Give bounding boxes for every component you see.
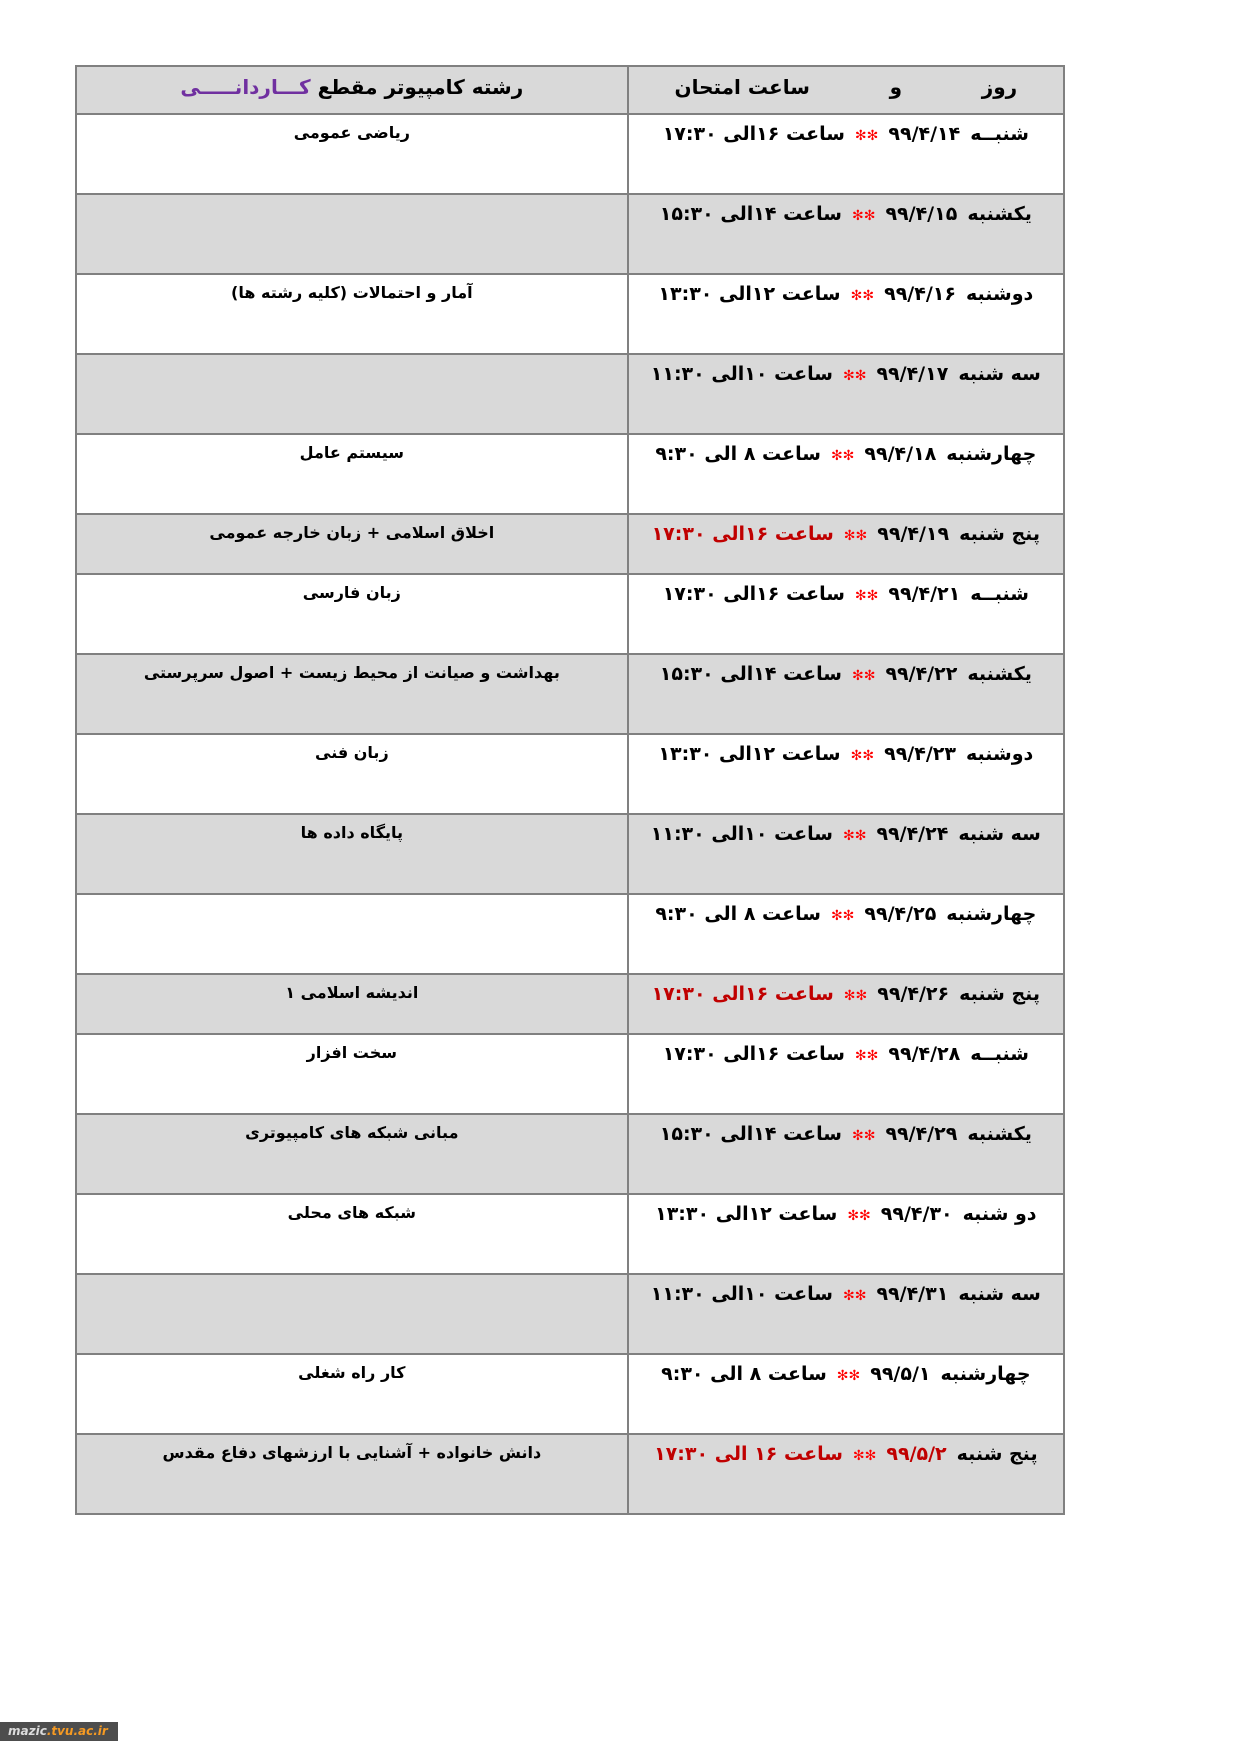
exam-time: ساعت ۱۰الی ۱۱:۳۰ bbox=[650, 1283, 833, 1305]
course-cell bbox=[76, 1434, 628, 1514]
course-cell bbox=[76, 1114, 628, 1194]
day-time-cell bbox=[628, 114, 1064, 194]
double-asterisk-icon: ✻✻ bbox=[842, 828, 867, 844]
exam-date: ۹۹/۴/۲۹ bbox=[885, 1123, 958, 1145]
schedule-row bbox=[76, 514, 1064, 574]
exam-day-name: چهارشنبه bbox=[946, 443, 1037, 465]
course-name: زبان فنی bbox=[315, 743, 389, 762]
exam-day-name: پنج شنبه bbox=[956, 1443, 1038, 1465]
day-time-cell bbox=[628, 814, 1064, 894]
course-name: کار راه شغلی bbox=[298, 1363, 406, 1382]
exam-day-name: یکشنبه bbox=[967, 1123, 1032, 1145]
schedule-table-body bbox=[76, 114, 1064, 1514]
schedule-row bbox=[76, 1434, 1064, 1514]
table-header-row bbox=[76, 66, 1064, 114]
exam-date: ۹۹/۵/۲ bbox=[886, 1443, 947, 1465]
course-cell bbox=[76, 1274, 628, 1354]
header-degree-highlight: کـــاردانـــــی bbox=[180, 75, 311, 99]
day-time-cell bbox=[628, 1434, 1064, 1514]
header-exam-time-label: ساعت امتحان bbox=[674, 75, 810, 99]
header-day-label: روز bbox=[981, 75, 1018, 99]
exam-time: ساعت ۱۶الی ۱۷:۳۰ bbox=[662, 1043, 845, 1065]
exam-day-name: شنبــه bbox=[970, 1043, 1029, 1065]
exam-date: ۹۹/۴/۲۴ bbox=[876, 823, 949, 845]
exam-date: ۹۹/۴/۱۸ bbox=[864, 443, 937, 465]
exam-schedule-sheet bbox=[75, 65, 1065, 1515]
exam-date: ۹۹/۴/۳۱ bbox=[876, 1283, 949, 1305]
exam-time: ساعت ۱۲الی ۱۳:۳۰ bbox=[655, 1203, 838, 1225]
exam-date: ۹۹/۴/۱۹ bbox=[877, 523, 950, 545]
course-cell bbox=[76, 814, 628, 894]
exam-day-name: پنج شنبه bbox=[959, 983, 1041, 1005]
day-time-cell bbox=[628, 894, 1064, 974]
course-name: زبان فارسی bbox=[302, 583, 401, 602]
double-asterisk-icon: ✻✻ bbox=[836, 1368, 861, 1384]
day-time-cell bbox=[628, 1114, 1064, 1194]
exam-day-name: سه شنبه bbox=[958, 1283, 1041, 1305]
double-asterisk-icon: ✻✻ bbox=[843, 528, 868, 544]
course-cell bbox=[76, 654, 628, 734]
exam-day-name: سه شنبه bbox=[958, 823, 1041, 845]
day-time-cell bbox=[628, 274, 1064, 354]
day-time-cell bbox=[628, 974, 1064, 1034]
exam-day-name: یکشنبه bbox=[967, 663, 1032, 685]
double-asterisk-icon: ✻✻ bbox=[851, 208, 876, 224]
day-time-cell bbox=[628, 434, 1064, 514]
exam-time: ساعت ۸ الی ۹:۳۰ bbox=[655, 903, 821, 925]
course-name: پایگاه داده ها bbox=[300, 823, 404, 842]
day-time-cell bbox=[628, 1354, 1064, 1434]
day-time-cell bbox=[628, 514, 1064, 574]
day-time-cell bbox=[628, 1034, 1064, 1114]
course-cell bbox=[76, 1034, 628, 1114]
double-asterisk-icon: ✻✻ bbox=[830, 448, 855, 464]
course-name: ریاضی عمومی bbox=[293, 123, 410, 142]
day-time-cell bbox=[628, 1194, 1064, 1274]
exam-day-name: پنج شنبه bbox=[959, 523, 1041, 545]
schedule-row bbox=[76, 194, 1064, 274]
double-asterisk-icon: ✻✻ bbox=[843, 988, 868, 1004]
day-time-cell bbox=[628, 194, 1064, 274]
exam-day-name: چهارشنبه bbox=[946, 903, 1037, 925]
exam-date: ۹۹/۴/۱۵ bbox=[885, 203, 958, 225]
header-course-column bbox=[76, 66, 628, 114]
schedule-row bbox=[76, 974, 1064, 1034]
course-name: دانش خانواده + آشنایی با ارزشهای دفاع مقدس bbox=[162, 1443, 542, 1462]
exam-date: ۹۹/۴/۲۸ bbox=[888, 1043, 961, 1065]
course-cell bbox=[76, 114, 628, 194]
course-cell bbox=[76, 894, 628, 974]
exam-date: ۹۹/۴/۳۰ bbox=[880, 1203, 953, 1225]
exam-date: ۹۹/۵/۱ bbox=[870, 1363, 931, 1385]
day-time-cell bbox=[628, 1274, 1064, 1354]
course-cell bbox=[76, 514, 628, 574]
exam-date: ۹۹/۴/۲۳ bbox=[884, 743, 956, 765]
exam-schedule-table bbox=[75, 65, 1065, 1515]
schedule-row bbox=[76, 734, 1064, 814]
exam-time: ساعت ۱۶الی ۱۷:۳۰ bbox=[662, 123, 845, 145]
course-cell bbox=[76, 974, 628, 1034]
watermark-badge bbox=[0, 1722, 118, 1741]
double-asterisk-icon: ✻✻ bbox=[854, 128, 879, 144]
exam-date: ۹۹/۴/۲۶ bbox=[877, 983, 950, 1005]
schedule-row bbox=[76, 1194, 1064, 1274]
double-asterisk-icon: ✻✻ bbox=[854, 588, 879, 604]
day-time-cell bbox=[628, 734, 1064, 814]
exam-time: ساعت ۱۴الی ۱۵:۳۰ bbox=[659, 663, 842, 685]
course-name: اندیشه اسلامی ۱ bbox=[285, 983, 419, 1002]
schedule-row bbox=[76, 654, 1064, 734]
course-name: مبانی شبکه های کامپیوتری bbox=[245, 1123, 459, 1142]
exam-time: ساعت ۱۲الی ۱۳:۳۰ bbox=[658, 743, 841, 765]
header-and-label: و bbox=[889, 75, 902, 99]
course-cell bbox=[76, 354, 628, 434]
exam-date: ۹۹/۴/۲۱ bbox=[888, 583, 961, 605]
double-asterisk-icon: ✻✻ bbox=[852, 1448, 877, 1464]
exam-day-name: دوشنبه bbox=[965, 743, 1034, 765]
exam-date: ۹۹/۴/۲۲ bbox=[885, 663, 958, 685]
schedule-row bbox=[76, 434, 1064, 514]
exam-date: ۹۹/۴/۱۶ bbox=[884, 283, 956, 305]
day-time-cell bbox=[628, 574, 1064, 654]
exam-time: ساعت ۱۰الی ۱۱:۳۰ bbox=[650, 823, 833, 845]
exam-time: ساعت ۱۶الی ۱۷:۳۰ bbox=[651, 983, 834, 1005]
course-name: آمار و احتمالات (کلیه رشته ها) bbox=[231, 283, 473, 302]
watermark-site-name: mazic bbox=[8, 1724, 47, 1738]
course-name: بهداشت و صیانت از محیط زیست + اصول سرپرستی bbox=[143, 663, 560, 682]
double-asterisk-icon: ✻✻ bbox=[854, 1048, 879, 1064]
exam-date: ۹۹/۴/۱۴ bbox=[888, 123, 961, 145]
double-asterisk-icon: ✻✻ bbox=[850, 748, 875, 764]
exam-time: ساعت ۱۴الی ۱۵:۳۰ bbox=[659, 1123, 842, 1145]
exam-time: ساعت ۱۲الی ۱۳:۳۰ bbox=[658, 283, 841, 305]
exam-time: ساعت ۱۶الی ۱۷:۳۰ bbox=[651, 523, 834, 545]
course-cell bbox=[76, 1194, 628, 1274]
exam-time: ساعت ۱۴الی ۱۵:۳۰ bbox=[659, 203, 842, 225]
course-cell bbox=[76, 434, 628, 514]
exam-day-name: چهارشنبه bbox=[940, 1363, 1031, 1385]
exam-date: ۹۹/۴/۱۷ bbox=[876, 363, 949, 385]
schedule-row bbox=[76, 1274, 1064, 1354]
course-cell bbox=[76, 734, 628, 814]
course-name: اخلاق اسلامی + زبان خارجه عمومی bbox=[209, 523, 495, 542]
course-cell bbox=[76, 1354, 628, 1434]
schedule-row bbox=[76, 1114, 1064, 1194]
schedule-row bbox=[76, 574, 1064, 654]
course-cell bbox=[76, 274, 628, 354]
schedule-row bbox=[76, 1354, 1064, 1434]
double-asterisk-icon: ✻✻ bbox=[842, 368, 867, 384]
exam-day-name: شنبــه bbox=[970, 583, 1029, 605]
header-course-prefix: رشته کامپیوتر مقطع bbox=[317, 75, 524, 99]
schedule-row bbox=[76, 894, 1064, 974]
schedule-row bbox=[76, 1034, 1064, 1114]
course-cell bbox=[76, 194, 628, 274]
header-day-time-column bbox=[628, 66, 1064, 114]
day-time-cell bbox=[628, 354, 1064, 434]
double-asterisk-icon: ✻✻ bbox=[851, 1128, 876, 1144]
day-time-cell bbox=[628, 654, 1064, 734]
double-asterisk-icon: ✻✻ bbox=[830, 908, 855, 924]
course-name: سخت افزار bbox=[306, 1043, 398, 1062]
course-cell bbox=[76, 574, 628, 654]
schedule-row bbox=[76, 354, 1064, 434]
schedule-row bbox=[76, 814, 1064, 894]
course-name: سیستم عامل bbox=[299, 443, 404, 462]
course-name: شبکه های محلی bbox=[287, 1203, 416, 1222]
exam-date: ۹۹/۴/۲۵ bbox=[864, 903, 937, 925]
exam-time: ساعت ۸ الی ۹:۳۰ bbox=[661, 1363, 827, 1385]
exam-day-name: شنبــه bbox=[970, 123, 1029, 145]
exam-time: ساعت ۸ الی ۹:۳۰ bbox=[655, 443, 821, 465]
watermark-site-domain: .tvu.ac.ir bbox=[46, 1724, 108, 1738]
schedule-row bbox=[76, 114, 1064, 194]
exam-time: ساعت ۱۶الی ۱۷:۳۰ bbox=[662, 583, 845, 605]
exam-day-name: دوشنبه bbox=[965, 283, 1034, 305]
schedule-row bbox=[76, 274, 1064, 354]
double-asterisk-icon: ✻✻ bbox=[842, 1288, 867, 1304]
exam-day-name: یکشنبه bbox=[967, 203, 1032, 225]
exam-time: ساعت ۱۶ الی ۱۷:۳۰ bbox=[654, 1443, 843, 1465]
exam-time: ساعت ۱۰الی ۱۱:۳۰ bbox=[650, 363, 833, 385]
exam-day-name: سه شنبه bbox=[958, 363, 1041, 385]
double-asterisk-icon: ✻✻ bbox=[851, 668, 876, 684]
double-asterisk-icon: ✻✻ bbox=[850, 288, 875, 304]
double-asterisk-icon: ✻✻ bbox=[847, 1208, 871, 1224]
exam-day-name: دو شنبه bbox=[962, 1203, 1037, 1225]
